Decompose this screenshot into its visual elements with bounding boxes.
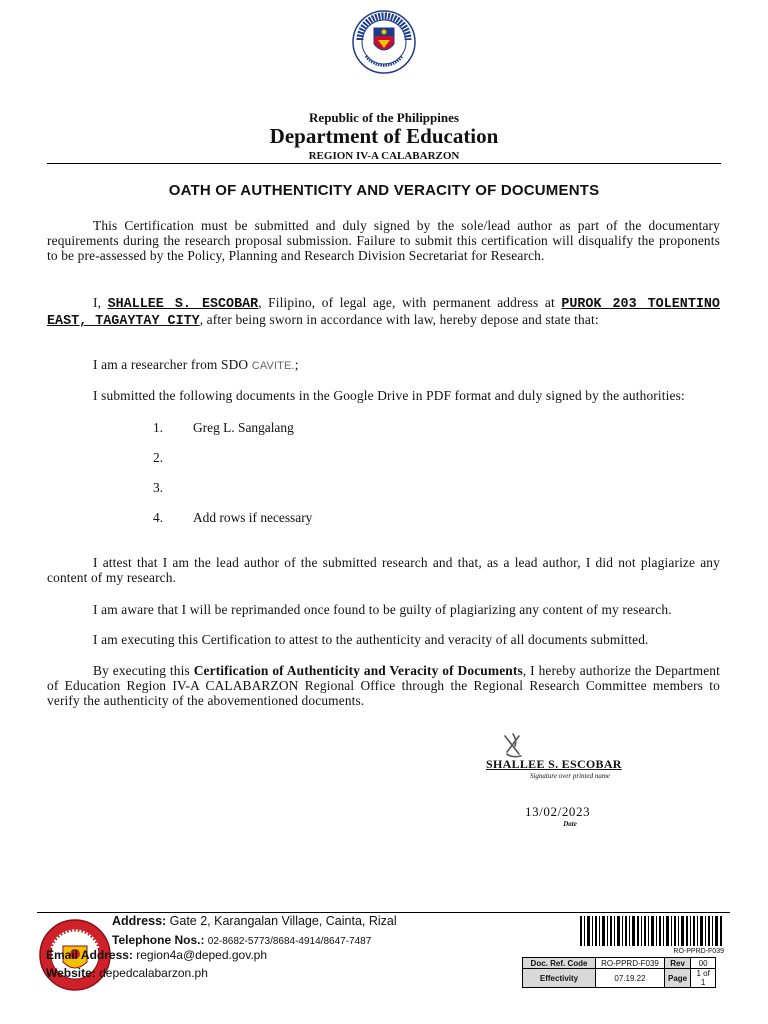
footer-divider <box>37 912 730 913</box>
barcode-label: RO-PPRD-F039 <box>673 948 724 955</box>
document-reference-table <box>522 957 716 988</box>
paragraph-requirements: This Certification must be submitted and duly signed by the sole/lead author as part of the documentary requirements during the research proposal submission. Failure to submit this certification will disqualify the proponents to be pre-assessed by the Policy, Planning and Research Division Secretariat for Research. <box>47 218 720 263</box>
paragraph-executing: I am executing this Certification to attest to the authenticity and veracity of all documents submitted. <box>93 632 649 647</box>
paragraph-affiant <box>47 295 720 329</box>
sdo-name: CAVITE. <box>251 360 295 372</box>
region-header: REGION IV-A CALABARZON <box>308 150 460 162</box>
affiant-intro: I, <box>93 295 108 310</box>
authorize-pre: By executing this <box>93 663 194 678</box>
website-value: depedcalabarzon.ph <box>99 966 208 980</box>
document-item-number-1: 1. <box>153 420 164 435</box>
document-item-text-4: Add rows if necessary <box>193 510 313 525</box>
document-item-text-1: Greg L. Sangalang <box>193 420 294 435</box>
researcher-post: ; <box>294 357 299 372</box>
paragraph-researcher <box>47 357 720 374</box>
header-divider <box>47 163 721 164</box>
rev-label: Rev <box>665 958 691 969</box>
rev-value: 00 <box>691 958 716 969</box>
affiant-mid: , Filipino, of legal age, with permanent address at <box>258 295 562 310</box>
address-label: Address: <box>112 914 170 928</box>
document-title: OATH OF AUTHENTICITY AND VERACITY OF DOCUMENTS <box>168 182 600 199</box>
doc-ref-code-label: Doc. Ref. Code <box>523 958 596 969</box>
affiant-outro: , after being sworn in accordance with law, hereby depose and state that: <box>199 312 599 327</box>
doc-ref-code-value: RO-PPRD-F039 <box>596 958 665 969</box>
page-value: 1 of 1 <box>691 969 716 988</box>
page-label: Page <box>665 969 691 988</box>
authorize-post: , I hereby authorize the Department of Education Region IV-A CALABARZON Regional Office through the Regional Research Committee members to verify the authenticity of the abovementioned documents. <box>47 663 721 708</box>
document-item-number-4: 4. <box>153 510 164 525</box>
certification-title-inline: Certification of Authenticity and Veracity of Documents <box>193 663 523 678</box>
website-label: Website: <box>46 966 100 980</box>
paragraph-documents: I submitted the following documents in the Google Drive in PDF format and duly signed by the authorities: <box>93 388 685 403</box>
phone-value: 02-8682-5773/8684-4914/8647-7487 <box>207 936 372 947</box>
affiant-address: PUROK 203 TOLENTINO EAST, TAGAYTAY CITY <box>47 297 720 329</box>
phone-label: Telephone Nos.: <box>112 933 208 947</box>
paragraph-reprimand: I am aware that I will be reprimanded once found to be guilty of plagiarizing any content of my research. <box>93 602 672 617</box>
country-header: Republic of the Philippines <box>309 110 459 125</box>
email-value: region4a@deped.gov.ph <box>136 948 267 962</box>
affiant-name: SHALLEE S. ESCOBAR <box>107 297 259 312</box>
document-item-number-2: 2. <box>153 450 164 465</box>
deped-seal-logo <box>352 10 416 74</box>
paragraph-attest: I attest that I am the lead author of the submitted research and that, as a lead author, I did not plagiarize any content of my research. <box>47 555 720 585</box>
department-header: Department of Education <box>269 124 499 148</box>
paragraph-authorize <box>47 663 720 708</box>
signature-date: 13/02/2023 <box>525 804 591 819</box>
effectivity-value: 07.19.22 <box>596 969 665 988</box>
signature-caption: Signature over printed name <box>529 772 611 780</box>
footer-address <box>112 914 397 928</box>
document-item-number-3: 3. <box>153 480 164 495</box>
signatory-name: SHALLEE S. ESCOBAR <box>486 757 622 771</box>
footer-phone <box>112 933 371 947</box>
barcode-image <box>578 914 724 948</box>
footer-email <box>46 948 267 962</box>
researcher-pre: I am a researcher from SDO <box>93 357 252 372</box>
email-label: Email Address: <box>46 948 137 962</box>
address-value: Gate 2, Karangalan Village, Cainta, Rizal <box>169 914 397 928</box>
handwritten-signature <box>501 732 525 760</box>
effectivity-label: Effectivity <box>523 969 596 988</box>
date-caption: Date <box>563 820 577 828</box>
footer-website <box>46 966 208 980</box>
